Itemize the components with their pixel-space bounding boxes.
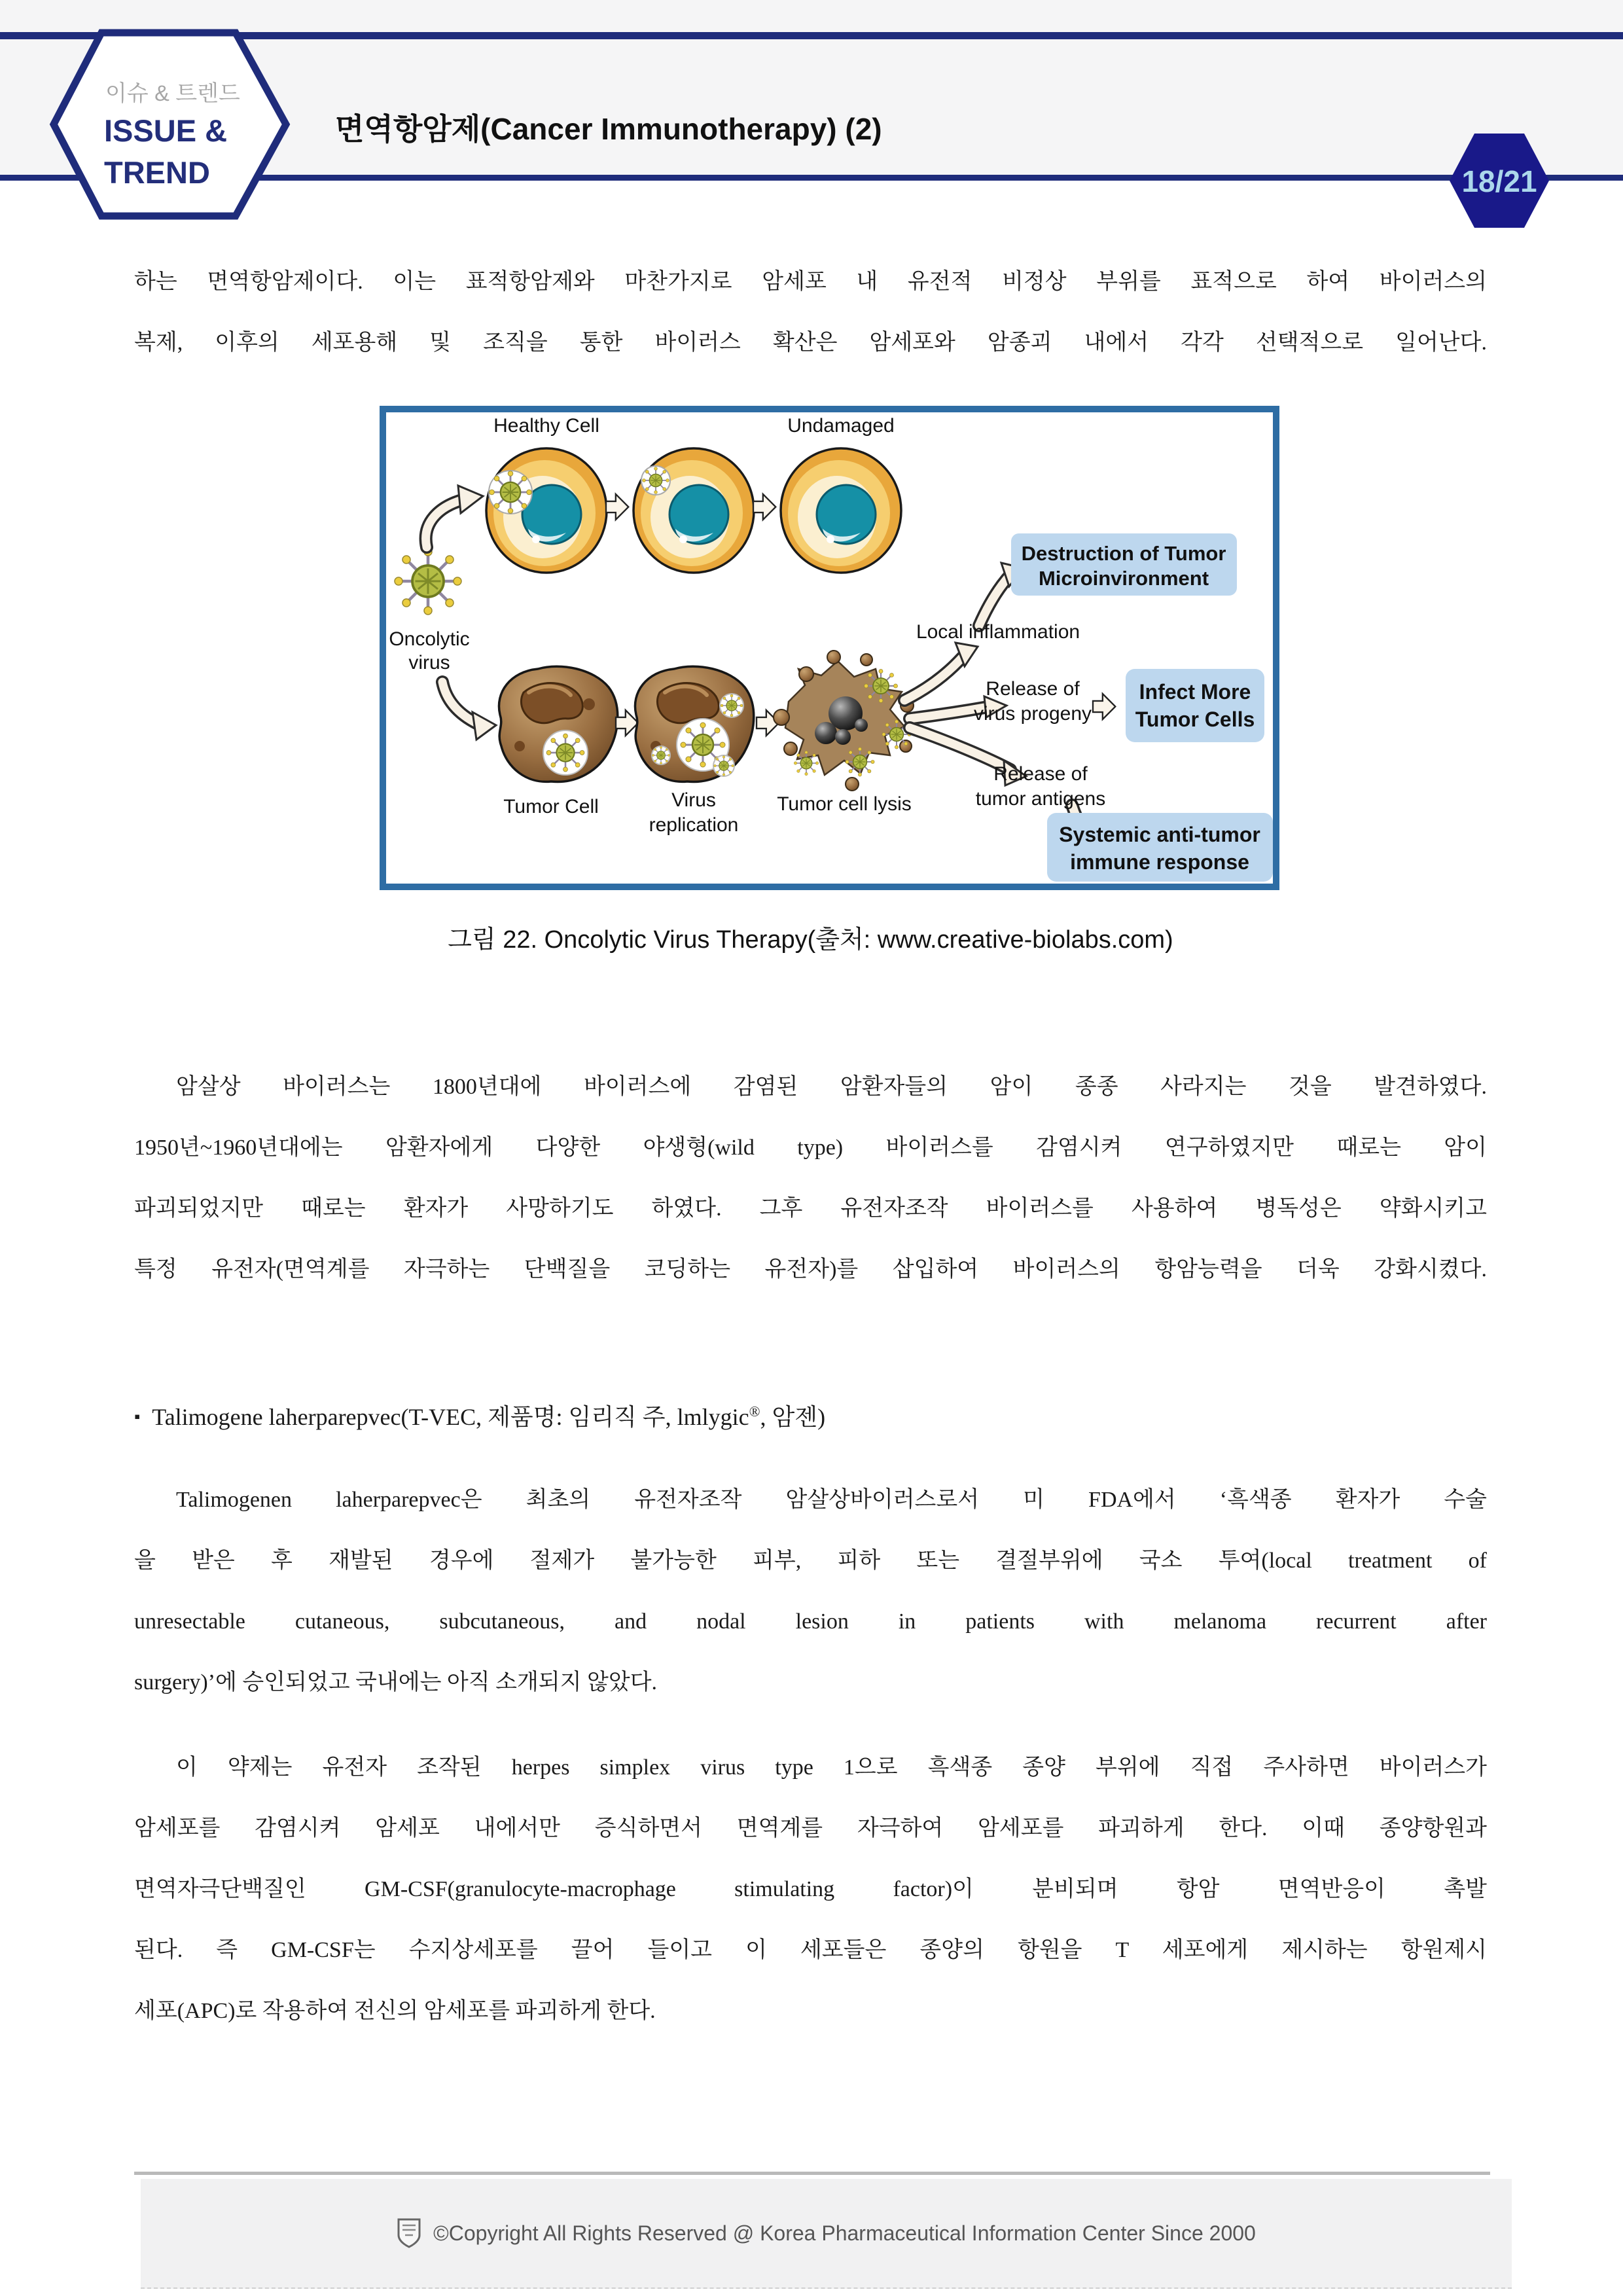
copyright-text: ©Copyright All Rights Reserved @ Korea Pharmaceutical Information Center Since 2000 bbox=[433, 2221, 1256, 2245]
box-systemic-line1: Systemic anti-tumor bbox=[1059, 823, 1260, 846]
oncolytic-virus-icon bbox=[395, 548, 461, 615]
paragraph-4 bbox=[134, 1737, 1487, 2041]
text-line: 하는 면역항암제이다. 이는 표적항암제와 마찬가지로 암세포 내 유전적 비정상 부위를 표적으로 하여 바이러스의 bbox=[134, 270, 1487, 294]
curved-arrow bbox=[442, 682, 496, 740]
text-line: 된다. 즉 GM-CSF는 수지상세포를 끌어 들이고 이 세포들은 종양의 항원을 T 세포에게 제시하는 항원제시 bbox=[134, 1938, 1487, 1962]
arrow-right-icon bbox=[753, 494, 776, 520]
label-virus-replication-2: replication bbox=[649, 814, 739, 836]
page-number-badge bbox=[1445, 131, 1554, 230]
text-line: 암살상 바이러스는 1800년대에 바이러스에 감염된 암환자들의 암이 종종 사라지는 것을 발견하였다. bbox=[176, 1075, 1487, 1099]
text-line: 파괴되었지만 때로는 환자가 사망하기도 하였다. 그후 유전자조작 바이러스를 사용하여 병독성은 약화시키고 bbox=[134, 1196, 1487, 1221]
text-line: Talimogenen laherparepvec은 최초의 유전자조작 암살상바이러스로서 미 FDA에서 ‘흑색종 환자가 수술 bbox=[176, 1488, 1487, 1512]
box-destruction-line2: Microinvironment bbox=[1038, 567, 1209, 590]
issue-trend-badge bbox=[36, 25, 317, 224]
label-oncolytic-virus: virus bbox=[408, 652, 450, 673]
text-line: 복제, 이후의 세포용해 및 조직을 통한 바이러스 확산은 암세포와 암종괴 내에서 각각 선택적으로 일어난다. bbox=[134, 331, 1487, 355]
label-release-virus-progeny-2: virus progeny bbox=[973, 703, 1092, 725]
label-oncolytic: Oncolytic bbox=[389, 628, 470, 650]
badge-title-line2: TREND bbox=[104, 155, 210, 190]
label-undamaged: Undamaged bbox=[787, 415, 895, 437]
text-line: unresectable cutaneous, subcutaneous, and nodal lesion in patients with melanoma recurrent after bbox=[134, 1609, 1487, 1634]
oncolytic-virus-figure bbox=[380, 406, 1279, 890]
label-release-tumor-antigens-2: tumor antigens bbox=[975, 788, 1106, 810]
text-line: 1950년~1960년대에는 암환자에게 다양한 야생형(wild type) 바이러스를 감염시켜 연구하였지만 때로는 암이 bbox=[134, 1136, 1487, 1160]
tumor-cell-lysis bbox=[774, 651, 914, 791]
kpic-shield-icon bbox=[397, 2217, 421, 2249]
virus-icon bbox=[643, 467, 669, 494]
curved-arrow bbox=[904, 643, 978, 700]
box-infect-line1: Infect More bbox=[1139, 680, 1251, 704]
curved-arrow bbox=[426, 486, 483, 547]
arrow-right-icon bbox=[1093, 694, 1115, 719]
bullet-heading bbox=[134, 1381, 1487, 1442]
badge-title-line1: ISSUE & bbox=[104, 113, 228, 148]
box-infect-line2: Tumor Cells bbox=[1135, 708, 1255, 731]
paragraph-3 bbox=[134, 1469, 1487, 1713]
registered-mark: ® bbox=[749, 1403, 760, 1420]
arrow-right-icon bbox=[606, 494, 628, 520]
footer-rule bbox=[134, 2172, 1490, 2175]
footer bbox=[141, 2179, 1512, 2289]
oncolytic-virus-diagram bbox=[386, 412, 1273, 884]
paragraph-1 bbox=[134, 251, 1487, 373]
text-line: 면역자극단백질인 GM-CSF(granulocyte-macrophage stimulating factor)이 분비되며 항암 면역반응이 촉발 bbox=[134, 1877, 1487, 1901]
bullet-text-tail: , 암젠) bbox=[760, 1404, 826, 1430]
box-destruction-line1: Destruction of Tumor bbox=[1021, 542, 1226, 565]
label-virus-replication-1: Virus bbox=[671, 789, 716, 811]
label-healthy-cell: Healthy Cell bbox=[493, 415, 599, 437]
tumor-cell bbox=[499, 666, 617, 781]
virus-replication-cell bbox=[635, 666, 753, 781]
figure-caption: 그림 22. Oncolytic Virus Therapy(출처: www.creative-biolabs.com) bbox=[448, 926, 1173, 954]
text-line: 특정 유전자(면역계를 자극하는 단백질을 코딩하는 유전자)를 삽입하여 바이러스의 항암능력을 더욱 강화시켰다. bbox=[134, 1257, 1487, 1282]
healthy-cell-3 bbox=[781, 448, 901, 573]
infect-box bbox=[1126, 669, 1264, 742]
label-release-tumor-antigens-1: Release of bbox=[993, 763, 1088, 785]
label-tumor-cell-lysis: Tumor cell lysis bbox=[777, 793, 912, 815]
bullet-text: Talimogene laherparepvec(T-VEC, 제품명: 임리직 주, lmlygic bbox=[152, 1404, 749, 1430]
text-line: 세포(APC)로 작용하여 전신의 암세포를 파괴하게 한다. bbox=[134, 1999, 656, 2023]
label-local-inflammation: Local inflammation bbox=[916, 621, 1080, 643]
text-line: surgery)’에 승인되었고 국내에는 아직 소개되지 않았다. bbox=[134, 1670, 658, 1695]
page-number: 18/21 bbox=[1461, 164, 1537, 198]
label-tumor-cell: Tumor Cell bbox=[503, 796, 599, 817]
badge-subtitle: 이슈 & 트렌드 bbox=[105, 81, 240, 106]
systemic-box bbox=[1047, 813, 1273, 882]
page-title: 면역항암제(Cancer Immunotherapy) (2) bbox=[335, 112, 882, 146]
box-systemic-line2: immune response bbox=[1070, 850, 1249, 874]
virus-icon bbox=[490, 471, 532, 514]
label-release-virus-progeny-1: Release of bbox=[986, 678, 1080, 700]
text-line: 을 받은 후 재발된 경우에 절제가 불가능한 피부, 피하 또는 결절부위에 국소 투여(local treatment of bbox=[134, 1549, 1487, 1573]
bullet-square-icon: ▪ bbox=[134, 1407, 141, 1426]
text-line: 암세포를 감염시켜 암세포 내에서만 증식하면서 면역계를 자극하여 암세포를 파괴하게 한다. 이때 종양항원과 bbox=[134, 1816, 1487, 1840]
text-line: 이 약제는 유전자 조작된 herpes simplex virus type 1으로 흑색종 종양 부위에 직접 주사하면 바이러스가 bbox=[176, 1755, 1487, 1780]
destruction-box bbox=[1011, 533, 1237, 596]
paragraph-2 bbox=[134, 1056, 1487, 1300]
